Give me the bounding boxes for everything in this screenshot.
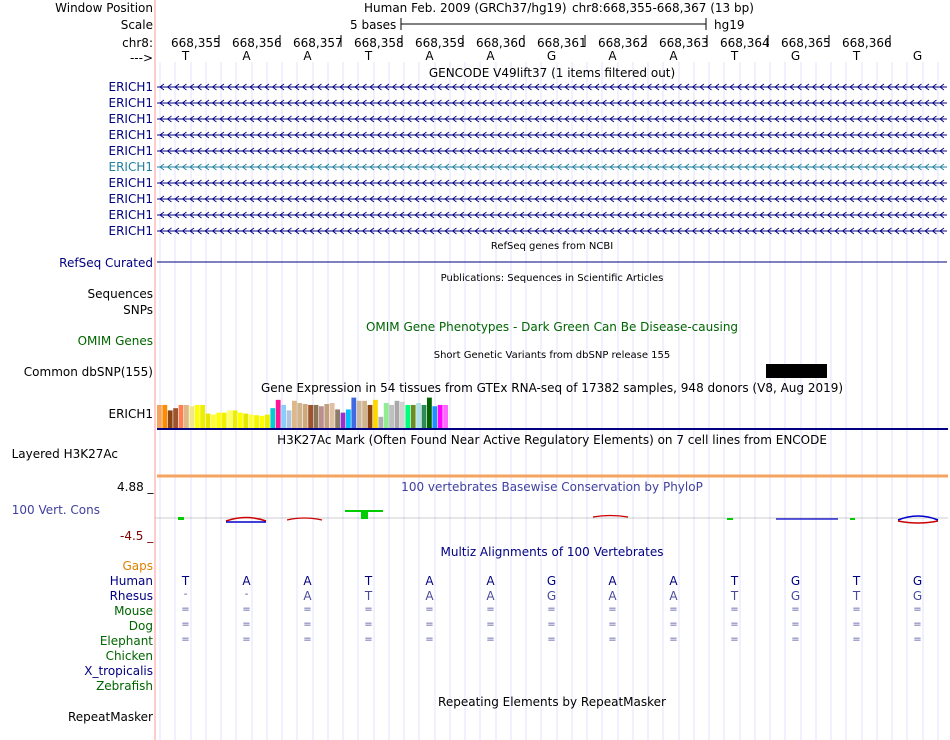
alignment-base: A (303, 589, 312, 603)
multiz-title: Multiz Alignments of 100 Vertebrates (440, 545, 664, 559)
alignment-base: A (303, 574, 312, 588)
cons-curve (287, 518, 322, 520)
window-position-label: Window Position (55, 1, 153, 15)
gtex-bar (195, 405, 200, 428)
gtex-bar (287, 410, 292, 428)
scale-label: Scale (120, 18, 153, 32)
ruler-position: 668,361 (537, 36, 587, 50)
alignment-base: A (669, 589, 678, 603)
gtex-bar (179, 405, 184, 428)
alignment-base: G (790, 574, 801, 588)
refseq-label[interactable]: RefSeq Curated (59, 256, 153, 270)
gtex-bar (206, 414, 211, 428)
gtex-bar (314, 405, 319, 428)
gtex-bar (389, 405, 394, 428)
ruler-base: A (486, 49, 495, 63)
alignment-base: G (546, 589, 557, 603)
alignment-base: = (547, 619, 556, 630)
ruler-position: 668,363 (659, 36, 709, 50)
ruler-base: T (730, 49, 739, 63)
gtex-bar (184, 405, 189, 428)
gtex-bar (270, 408, 275, 428)
alignment-base: = (364, 604, 373, 615)
cons-bar (361, 510, 368, 519)
scale-text: 5 bases (350, 18, 397, 32)
gtex-bar (173, 408, 178, 428)
alignment-base: = (425, 604, 434, 615)
alignment-base: = (852, 634, 861, 645)
gencode-title: GENCODE V49lift37 (1 items filtered out) (428, 66, 676, 80)
strand-label: ---> (129, 51, 153, 65)
gtex-bar (211, 415, 216, 428)
species-label[interactable]: X_tropicalis (84, 664, 153, 678)
gtex-bar (346, 409, 351, 428)
pubs-title: Publications: Sequences in Scientific Articles (440, 273, 664, 284)
alignment-base: = (303, 619, 312, 630)
alignment-base: = (303, 604, 312, 615)
gtex-bar (416, 403, 421, 428)
alignment-base: = (181, 619, 190, 630)
gencode-gene-label[interactable]: ERICH1 (108, 160, 153, 174)
alignment-base: - (244, 589, 249, 600)
species-label[interactable]: Elephant (99, 634, 153, 648)
gencode-gene-label[interactable]: ERICH1 (108, 112, 153, 126)
gtex-bar (254, 415, 259, 428)
gencode-gene-label[interactable]: ERICH1 (108, 80, 153, 94)
ruler-position: 668,355 (171, 36, 221, 50)
alignment-base: A (486, 589, 495, 603)
gtex-bar (405, 405, 410, 428)
gtex-bar (157, 405, 162, 428)
species-label[interactable]: Human (109, 574, 153, 588)
cons-bar (850, 518, 855, 520)
alignment-base: = (364, 634, 373, 645)
ruler-position: 668,364 (720, 36, 770, 50)
gtex-title: Gene Expression in 54 tissues from GTEx RNA-seq of 17382 samples, 948 donors (V8, Aug 2019) (260, 381, 844, 395)
gtex-bar (324, 404, 329, 428)
gtex-bar (265, 415, 270, 428)
gtex-bar (411, 405, 416, 428)
cons-curve (593, 516, 628, 518)
ruler-position: 668,362 (598, 36, 648, 50)
gtex-bar (432, 406, 437, 428)
gencode-gene-label[interactable]: ERICH1 (108, 96, 153, 110)
ruler-base: A (608, 49, 617, 63)
alignment-base: T (730, 589, 739, 603)
alignment-base: = (242, 619, 251, 630)
gtex-bar (216, 413, 221, 428)
alignment-base: T (730, 574, 739, 588)
gtex-bar (351, 398, 356, 428)
h3k27-title: H3K27Ac Mark (Often Found Near Active Regulatory Elements) on 7 cell lines from ENCODE (277, 433, 827, 447)
species-label[interactable]: Zebrafish (96, 679, 153, 693)
assembly-text: Human Feb. 2009 (GRCh37/hg19) (364, 1, 567, 15)
gencode-gene-label[interactable]: ERICH1 (108, 208, 153, 222)
alignment-base: T (364, 589, 373, 603)
gencode-gene-label[interactable]: ERICH1 (108, 224, 153, 238)
alignment-base: A (669, 574, 678, 588)
alignment-base: G (546, 574, 557, 588)
alignment-base: = (486, 634, 495, 645)
alignment-base: = (852, 619, 861, 630)
chrom-label: chr8: (122, 36, 153, 50)
gtex-bar (400, 402, 405, 428)
gtex-bar (357, 401, 362, 428)
cons-bar (178, 517, 184, 520)
gtex-bar (281, 405, 286, 428)
gtex-bar (330, 403, 335, 428)
alignment-base: = (181, 604, 190, 615)
gencode-gene-label[interactable]: ERICH1 (108, 176, 153, 190)
alignment-base: = (852, 604, 861, 615)
alignment-base: = (791, 604, 800, 615)
alignment-base: = (303, 634, 312, 645)
repeat-label[interactable]: RepeatMasker (67, 710, 153, 724)
alignment-base: A (608, 574, 617, 588)
cons-min-label: -4.5 _ (120, 529, 154, 543)
pubs-snp-label[interactable]: SNPs (123, 303, 153, 317)
gtex-bar (341, 413, 346, 428)
gtex-bar (189, 406, 194, 428)
gtex-bar (222, 413, 227, 428)
ruler-base: G (790, 49, 801, 63)
omim-title: OMIM Gene Phenotypes - Dark Green Can Be Disease-causing (365, 320, 739, 334)
dbsnp-variant-block (766, 364, 827, 378)
alignment-base: G (912, 574, 923, 588)
alignment-base: = (181, 634, 190, 645)
alignment-base: = (730, 604, 739, 615)
gencode-gene-label[interactable]: ERICH1 (108, 128, 153, 142)
alignment-base: = (486, 619, 495, 630)
gtex-bar (292, 401, 297, 428)
gtex-bar (276, 400, 281, 428)
db-text: hg19 (714, 18, 745, 32)
gtex-bar (335, 409, 340, 428)
alignment-base: = (547, 604, 556, 615)
ruler-position: 668,359 (415, 36, 465, 50)
alignment-base: A (425, 589, 434, 603)
alignment-base: = (730, 619, 739, 630)
ruler-position: 668,365 (781, 36, 831, 50)
gtex-bar (168, 410, 173, 428)
ruler-base: G (912, 49, 923, 63)
cons-title: 100 vertebrates Basewise Conservation by PhyloP (401, 480, 703, 494)
alignment-base: = (425, 619, 434, 630)
alignment-base: = (791, 634, 800, 645)
alignment-base: = (242, 604, 251, 615)
alignment-base: = (608, 619, 617, 630)
cons-label[interactable]: 100 Vert. Cons (11, 503, 100, 517)
alignment-base: = (669, 604, 678, 615)
cons-curve (898, 521, 938, 523)
gaps-label[interactable]: Gaps (122, 559, 153, 573)
refseq-title: RefSeq genes from NCBI (490, 241, 614, 252)
alignment-base: = (242, 634, 251, 645)
ruler-position: 668,357 (293, 36, 343, 50)
alignment-base: T (181, 574, 190, 588)
ruler-position: 668,358 (354, 36, 404, 50)
cons-bar (727, 518, 733, 520)
ruler-base: A (669, 49, 678, 63)
gencode-gene-label[interactable]: ERICH1 (108, 192, 153, 206)
gtex-bar (395, 401, 400, 428)
alignment-base: = (791, 619, 800, 630)
ruler-base: A (303, 49, 312, 63)
gtex-bar (238, 413, 243, 428)
species-label[interactable]: Chicken (105, 649, 153, 663)
species-label[interactable]: Mouse (114, 604, 153, 618)
alignment-base: A (486, 574, 495, 588)
gtex-bar (373, 400, 378, 428)
alignment-base: = (913, 634, 922, 645)
alignment-base: G (912, 589, 923, 603)
omim-label[interactable]: OMIM Genes (77, 334, 153, 348)
gencode-gene-label[interactable]: ERICH1 (108, 144, 153, 158)
alignment-base: = (608, 634, 617, 645)
repeat-title: Repeating Elements by RepeatMasker (438, 695, 666, 709)
gtex-bar (422, 405, 427, 428)
gtex-bar (260, 416, 265, 428)
species-label[interactable]: Dog (128, 619, 153, 633)
alignment-base: = (364, 619, 373, 630)
alignment-base: = (913, 604, 922, 615)
ruler-base: A (425, 49, 434, 63)
gtex-bar (297, 403, 302, 428)
gtex-bar (249, 415, 254, 428)
species-label[interactable]: Rhesus (109, 589, 153, 603)
alignment-base: A (242, 574, 251, 588)
alignment-base: T (852, 589, 861, 603)
h3k27-label[interactable]: Layered H3K27Ac (11, 447, 118, 461)
ruler-base: T (364, 49, 373, 63)
cons-max-label: 4.88 _ (117, 480, 154, 494)
gtex-bar (362, 401, 367, 428)
alignment-base: A (608, 589, 617, 603)
gtex-bar (243, 414, 248, 428)
ruler-base: A (242, 49, 251, 63)
alignment-base: - (183, 589, 188, 600)
alignment-base: = (730, 634, 739, 645)
alignment-base: = (425, 634, 434, 645)
ruler-position: 668,356 (232, 36, 282, 50)
alignment-base: T (364, 574, 373, 588)
gtex-bar (438, 405, 443, 428)
gtex-bar (319, 406, 324, 428)
alignment-base: = (669, 634, 678, 645)
gtex-bar (427, 398, 432, 428)
ruler-base: T (181, 49, 190, 63)
gtex-bar (162, 405, 167, 428)
position-text: chr8:668,355-668,367 (13 bp) (572, 1, 754, 15)
gtex-bar (233, 410, 238, 428)
alignment-base: = (669, 619, 678, 630)
alignment-base: G (790, 589, 801, 603)
alignment-base: = (608, 604, 617, 615)
alignment-base: = (547, 634, 556, 645)
ruler-base: T (852, 49, 861, 63)
alignment-base: = (486, 604, 495, 615)
dbsnp-label[interactable]: Common dbSNP(155) (23, 365, 153, 379)
gtex-bar (200, 405, 205, 428)
dbsnp-title: Short Genetic Variants from dbSNP release 155 (433, 350, 671, 361)
gtex-bar (443, 405, 448, 428)
gtex-bar (368, 405, 373, 428)
gtex-bar (378, 417, 383, 428)
ruler-position: 668,360 (476, 36, 526, 50)
pubs-seq-label[interactable]: Sequences (87, 287, 153, 301)
alignment-base: = (913, 619, 922, 630)
gtex-gene-label[interactable]: ERICH1 (108, 407, 153, 421)
gtex-bar (227, 410, 232, 428)
alignment-base: T (852, 574, 861, 588)
ruler-position: 668,366 (842, 36, 892, 50)
gtex-bar (308, 405, 313, 428)
gtex-bar (303, 404, 308, 428)
alignment-base: A (425, 574, 434, 588)
gtex-bar (384, 403, 389, 428)
ruler-base: G (546, 49, 557, 63)
